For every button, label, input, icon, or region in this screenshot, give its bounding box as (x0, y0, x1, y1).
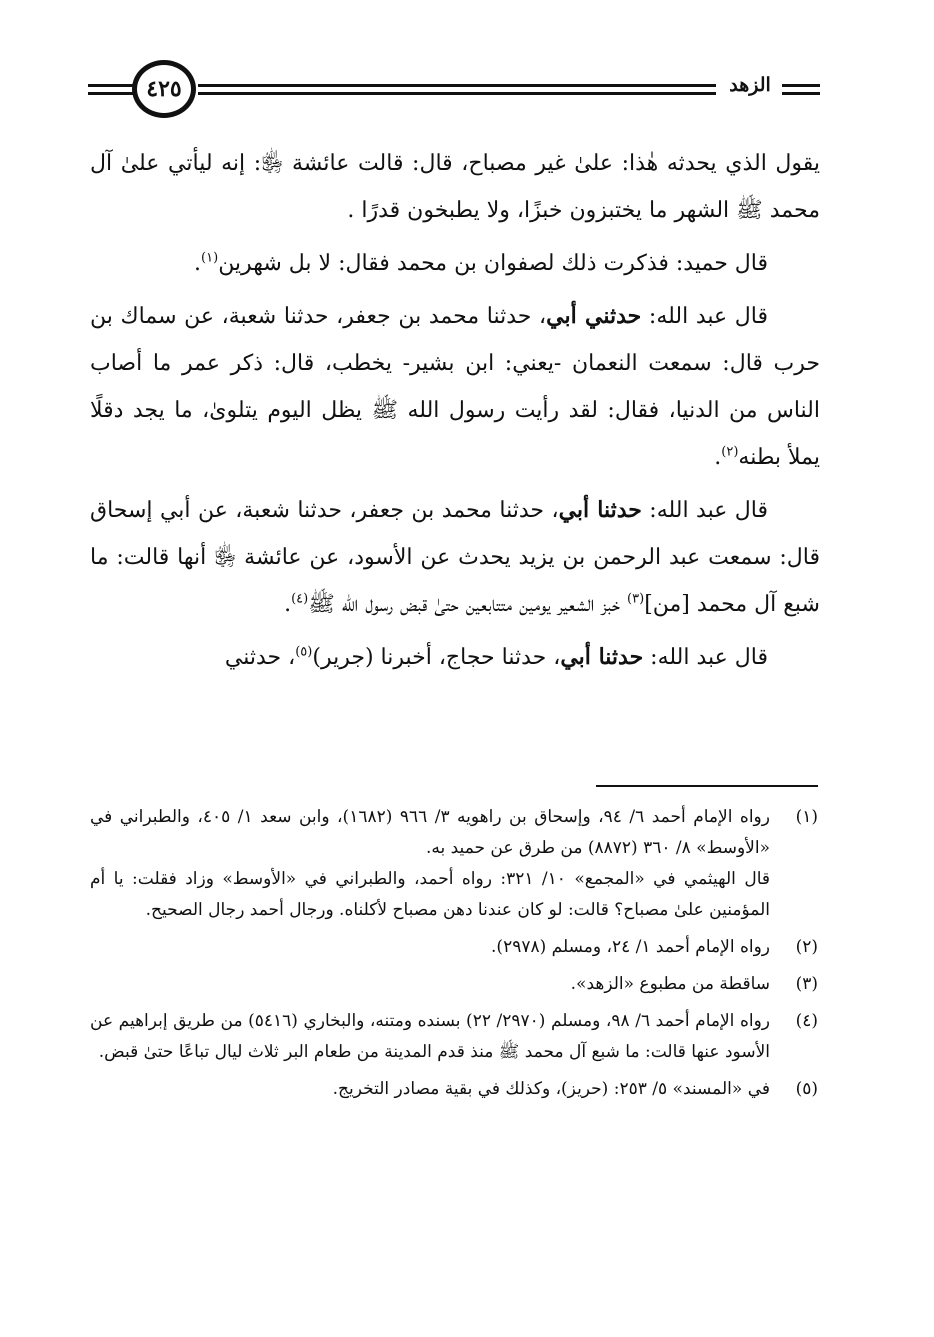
paragraph (90, 240, 820, 287)
narrator-bold: حدثنا أبي (560, 644, 644, 670)
footnote-body (90, 802, 770, 926)
footnote (90, 802, 818, 926)
footnote (90, 932, 818, 963)
header-rule (782, 92, 820, 95)
footnote-ref[interactable]: (١) (201, 250, 219, 266)
footnote-text: رواه الإمام أحمد ٦/ ٩٤، وإسحاق بن راهويه ٣/ ٩٦٦ (١٦٨٢)، وابن سعد ١/ ٤٠٥، والطبراني في «الأوسط» ٨/ ٣٦٠ (٨٨٧٢) من طرق عن حميد به. (90, 807, 770, 858)
footnote-ref[interactable]: (٢) (721, 444, 739, 460)
paragraph-text: ، حدثنا محمد بن جعفر، حدثنا شعبة، عن سماك بن حرب قال: سمعت النعمان -يعني: ابن بشير- يخطب، قال: ذكر عمر ما أصاب الناس من الدنيا، فقال: لقد رأيت رسول الله ﷺ يظل اليوم يتلوىٰ، ما يجد دقلًا يملأ بطنه (90, 304, 820, 470)
running-title: الزهد (729, 74, 771, 96)
footnote-text: ساقطة من مطبوع «الزهد». (570, 974, 770, 994)
footnote (90, 969, 818, 1000)
paragraph-text: ، حدثنا محمد بن جعفر، حدثنا شعبة، عن أبي إسحاق قال: سمعت عبد الرحمن بن يزيد يحدث عن الأسود، عن عائشة ﵂ أنها قالت: ما شبع آل محمد [من] (90, 498, 820, 617)
footnote-separator (596, 785, 818, 787)
paragraph-text: . (194, 251, 202, 276)
paragraph-text: ، حدثنا حجاج، أخبرنا (جرير) (312, 645, 561, 670)
paragraph-text: قال عبد الله: (641, 498, 769, 523)
page-header (88, 60, 820, 120)
footnote-ref[interactable]: (٣) (627, 591, 645, 607)
footnote-text: رواه الإمام أحمد ١/ ٢٤، ومسلم (٢٩٧٨). (491, 937, 770, 957)
paragraph-text: . (284, 592, 292, 617)
main-text (90, 140, 820, 687)
footnote-number: (٣) (795, 974, 818, 994)
paragraph-text: خبز الشعير يومين متتابعين حتىٰ قبض رسول الله ﷺ (308, 592, 628, 617)
footnote-ref[interactable]: (٥) (295, 644, 313, 660)
paragraph (90, 634, 820, 681)
paragraph-text: . (714, 445, 722, 470)
footnote-number: (٢) (795, 937, 818, 957)
footnote-text: في «المسند» ٥/ ٢٥٣: (حريز)، وكذلك في بقية مصادر التخريج. (332, 1079, 770, 1099)
footnote-number: (١) (795, 807, 818, 827)
header-rule (782, 84, 820, 87)
paragraph-text: قال حميد: فذكرت ذلك لصفوان بن محمد فقال: لا بل شهرين (218, 251, 768, 276)
header-rule (198, 84, 716, 87)
narrator-bold: حدثني أبي (546, 303, 642, 329)
header-rule (88, 84, 136, 87)
paragraph (90, 487, 820, 628)
header-rule (198, 92, 716, 95)
footnote-number: (٥) (795, 1079, 818, 1099)
footnotes (90, 802, 818, 1111)
footnote (90, 1074, 818, 1105)
footnote-text: رواه الإمام أحمد ٦/ ٩٨، ومسلم (٢٩٧٠/ ٢٢) بسنده ومتنه، والبخاري (٥٤١٦) من طريق إبراهيم عن الأسود عنها قالت: ما شبع آل محمد ﷺ منذ قدم المدينة من طعام البر ثلاث ليال تباعًا حتىٰ قبض. (90, 1011, 770, 1062)
paragraph-text: يقول الذي يحدثه هٰذا: علىٰ غير مصباح، قال: قالت عائشة ﵂: إنه ليأتي علىٰ آل محمد ﷺ الشهر ما يختبزون خبزًا، ولا يطبخون قدرًا . (90, 151, 820, 223)
narrator-bold: حدثنا أبي (558, 497, 642, 523)
paragraph-text: قال عبد الله: (643, 645, 768, 670)
footnote-text: قال الهيثمي في «المجمع» ١٠/ ٣٢١: رواه أحمد، والطبراني في «الأوسط» وزاد فقلت: يا أم المؤمنين علىٰ مصباح؟ قالت: لو كان عندنا دهن مصباح لأكلناه. ورجال أحمد رجال الصحيح. (90, 869, 771, 920)
paragraph (90, 140, 820, 234)
footnote-number: (٤) (795, 1011, 818, 1031)
paragraph-text: ، حدثني (224, 645, 296, 670)
footnote-ref[interactable]: (٤) (291, 591, 309, 607)
paragraph-text: قال عبد الله: (641, 304, 769, 329)
page-number: ٤٢٥ (132, 60, 196, 118)
header-rule (88, 92, 136, 95)
paragraph (90, 293, 820, 481)
footnote (90, 1006, 818, 1068)
